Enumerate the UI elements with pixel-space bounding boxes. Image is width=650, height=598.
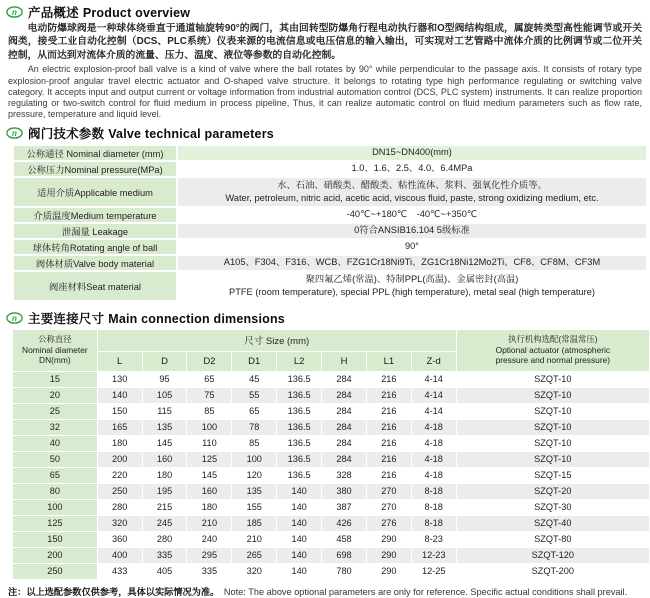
dim-cell: 335 <box>187 564 231 579</box>
dim-cell: 380 <box>322 484 366 499</box>
dim-cell: 284 <box>322 388 366 403</box>
actuator-cell: SZQT-80 <box>457 532 649 547</box>
dim-cell: 85 <box>187 404 231 419</box>
dim-cell: 284 <box>322 420 366 435</box>
dim-cell: 136.5 <box>277 468 321 483</box>
dimensions-table <box>12 329 650 580</box>
dim-cell: 136.5 <box>277 388 321 403</box>
dim-cell: 150 <box>98 404 142 419</box>
dim-cell: 210 <box>187 516 231 531</box>
table-row <box>13 404 649 419</box>
dim-cell: 270 <box>367 500 411 515</box>
dim-cell: 165 <box>98 420 142 435</box>
param-label-cell: 阀体材质Valve body material <box>14 256 176 270</box>
dim-cell: 276 <box>367 516 411 531</box>
dn-cell: 100 <box>13 500 97 515</box>
dim-cell: 180 <box>187 500 231 515</box>
dn-cell: 65 <box>13 468 97 483</box>
dim-cell: 45 <box>232 372 276 387</box>
table-row <box>13 564 649 579</box>
overview-paragraph-zh: 电动防爆球阀是一种球体绕垂直于通道轴旋转90°的阀门，其由回转型防爆角行程电动执行器和O型阀结构组成，属旋转类型高性能调节或开关阀类，接受工业自动化控制（DCS、PLC系统）仪表来源的电流信息或电压信息的输入输出，可实现对工艺管路中流体介质的比例调节或二位开关控制，从而达到对流体介质的流量、压力、温度、液位等参数的自动化控制。 <box>8 23 642 61</box>
dim-cell: 125 <box>187 452 231 467</box>
footer-note-zh: 注：以上选配参数仅供参考，具体以实际情况为准。 <box>8 586 220 597</box>
dim-cell: 250 <box>98 484 142 499</box>
actuator-cell: SZQT-10 <box>457 452 649 467</box>
dim-cell: 8-18 <box>412 516 456 531</box>
dim-cell: 405 <box>143 564 187 579</box>
dim-cell: 12-25 <box>412 564 456 579</box>
dim-cell: 195 <box>143 484 187 499</box>
dim-cell: 284 <box>322 404 366 419</box>
param-label-cell: 介质温度Medium temperature <box>14 208 176 222</box>
dn-cell: 200 <box>13 548 97 563</box>
actuator-column-header: 执行机构选配(常温常压) Optional actuator (atmospheric pressure and normal pressure) <box>457 330 649 371</box>
dim-cell: 8-23 <box>412 532 456 547</box>
param-label-cell: 公称压力Nominal pressure(MPa) <box>14 162 176 176</box>
dim-cell: 270 <box>367 484 411 499</box>
param-value-cell: DN15~DN400(mm) <box>178 146 646 160</box>
dim-cell: 100 <box>187 420 231 435</box>
param-value-cell: 聚四氟乙烯(常温)、特制PPL(高温)、金属密封(高温) PTFE (room temperature), special PPL (high temperature), metal seal (high temperature) <box>178 272 646 300</box>
dim-cell: 100 <box>232 452 276 467</box>
tech-params-section-title: 阀门技术参数 Valve technical parameters <box>28 126 274 141</box>
size-col-L1: L1 <box>367 352 411 371</box>
size-col-Zd: Z-d <box>412 352 456 371</box>
svg-text:n: n <box>12 128 17 138</box>
brand-logo-icon <box>6 312 23 324</box>
dim-cell: 145 <box>143 436 187 451</box>
footer-note-en: Note: The above optional parameters are only for reference. Specific actual conditions shall prevail. <box>223 586 628 597</box>
dim-cell: 140 <box>277 500 321 515</box>
dim-cell: 216 <box>367 468 411 483</box>
dim-cell: 12-23 <box>412 548 456 563</box>
tech-params-section-header <box>6 124 650 142</box>
dim-cell: 216 <box>367 388 411 403</box>
dim-cell: 280 <box>143 532 187 547</box>
dim-cell: 55 <box>232 388 276 403</box>
param-value-cell: 0符合ANSIB16.104 5级标准 <box>178 224 646 238</box>
table-row <box>13 436 649 451</box>
param-label-cell: 适用介质Applicable medium <box>14 178 176 206</box>
dim-cell: 140 <box>277 532 321 547</box>
dim-cell: 136.5 <box>277 372 321 387</box>
dim-cell: 280 <box>98 500 142 515</box>
dim-cell: 216 <box>367 436 411 451</box>
dim-cell: 780 <box>322 564 366 579</box>
param-label-cell: 公称通径 Nominal diameter (mm) <box>14 146 176 160</box>
dim-cell: 216 <box>367 404 411 419</box>
dim-cell: 216 <box>367 452 411 467</box>
dim-cell: 155 <box>232 500 276 515</box>
dim-cell: 110 <box>187 436 231 451</box>
dim-cell: 328 <box>322 468 366 483</box>
dim-cell: 200 <box>98 452 142 467</box>
dim-cell: 185 <box>232 516 276 531</box>
dim-cell: 4-14 <box>412 372 456 387</box>
param-value-cell: 水、石油、硝酸类、醋酸类、粘性流体、浆料、强氧化性介质等。 Water, petroleum, nitric acid, acetic acid, viscous fluid, paste, strong oxidizing medium, etc. <box>178 178 646 206</box>
dim-cell: 136.5 <box>277 452 321 467</box>
dim-cell: 115 <box>143 404 187 419</box>
dim-cell: 136.5 <box>277 436 321 451</box>
size-col-H: H <box>322 352 366 371</box>
overview-paragraph-en: An electric explosion-proof ball valve is a kind of valve where the ball rotates by 90° while perpendicular to the passage axis. It consists of rotary type explosion-proof angular travel electric actuator and O-shaped valve structure. It belongs to rotating type high performance regulating or switching valve category. It accepts input and output current or voltage information from industrial automation control (DCS, PLC system) instruments. It can realize proportion regulating or two-switch control for fluid medium in process pipeline, Thus, it can realize automatic control on fluid medium parameters such as flow rate, pressure, temperature and liquid level. <box>8 64 642 120</box>
table-row <box>13 532 649 547</box>
overview-section-header <box>6 3 650 21</box>
overview-section-title: 产品概述 Product overview <box>28 6 191 20</box>
dim-cell: 245 <box>143 516 187 531</box>
dim-cell: 140 <box>277 484 321 499</box>
actuator-cell: SZQT-10 <box>457 388 649 403</box>
dn-cell: 50 <box>13 452 97 467</box>
dim-cell: 136.5 <box>277 420 321 435</box>
size-col-D2: D2 <box>187 352 231 371</box>
dimensions-section-header <box>6 309 650 327</box>
dim-cell: 400 <box>98 548 142 563</box>
dim-cell: 160 <box>143 452 187 467</box>
brand-logo-icon <box>6 127 23 139</box>
dim-cell: 130 <box>98 372 142 387</box>
dim-cell: 458 <box>322 532 366 547</box>
dim-cell: 220 <box>98 468 142 483</box>
dn-cell: 150 <box>13 532 97 547</box>
actuator-cell: SZQT-10 <box>457 404 649 419</box>
size-group-header: 尺寸 Size (mm) <box>98 330 456 351</box>
actuator-cell: SZQT-30 <box>457 500 649 515</box>
dim-cell: 120 <box>232 468 276 483</box>
table-row <box>13 500 649 515</box>
table-row <box>13 516 649 531</box>
param-label-cell: 阀座材料Seat material <box>14 272 176 300</box>
dim-cell: 180 <box>143 468 187 483</box>
param-value-cell: A105、F304、F316、WCB、FZG1Cr18Ni9Ti、ZG1Cr18Ni12Mo2Ti、CF8、CF8M、CF3M <box>178 256 646 270</box>
dn-cell: 80 <box>13 484 97 499</box>
actuator-cell: SZQT-10 <box>457 372 649 387</box>
table-row <box>13 388 649 403</box>
dim-cell: 216 <box>367 372 411 387</box>
size-col-D1: D1 <box>232 352 276 371</box>
dim-cell: 135 <box>232 484 276 499</box>
svg-text:n: n <box>12 7 17 17</box>
svg-text:n: n <box>12 313 17 323</box>
dim-cell: 210 <box>232 532 276 547</box>
dim-cell: 265 <box>232 548 276 563</box>
table-row <box>13 484 649 499</box>
dim-cell: 4-14 <box>412 388 456 403</box>
footer-note <box>8 584 650 598</box>
dim-cell: 140 <box>98 388 142 403</box>
param-value-cell: 1.0、1.6、2.5、4.0、6.4MPa <box>178 162 646 176</box>
actuator-cell: SZQT-120 <box>457 548 649 563</box>
dn-cell: 125 <box>13 516 97 531</box>
brand-logo-icon <box>6 6 23 18</box>
actuator-cell: SZQT-15 <box>457 468 649 483</box>
dim-cell: 4-18 <box>412 452 456 467</box>
dimensions-section-title: 主要连接尺寸 Main connection dimensions <box>28 311 285 326</box>
dim-cell: 335 <box>143 548 187 563</box>
actuator-cell: SZQT-20 <box>457 484 649 499</box>
actuator-cell: SZQT-40 <box>457 516 649 531</box>
param-label-cell: 球体转角Rotating angle of ball <box>14 240 176 254</box>
table-row <box>13 372 649 387</box>
table-row <box>13 452 649 467</box>
size-col-L: L <box>98 352 142 371</box>
size-col-D: D <box>143 352 187 371</box>
dim-cell: 290 <box>367 548 411 563</box>
dim-cell: 78 <box>232 420 276 435</box>
dim-cell: 290 <box>367 564 411 579</box>
table-row <box>13 548 649 563</box>
param-label-cell: 泄漏量 Leakage <box>14 224 176 238</box>
param-value-cell: -40℃~+180℃ -40℃~+350℃ <box>178 208 646 222</box>
dim-cell: 75 <box>187 388 231 403</box>
dim-cell: 140 <box>277 548 321 563</box>
dim-cell: 8-18 <box>412 484 456 499</box>
param-value-cell: 90° <box>178 240 646 254</box>
dim-cell: 295 <box>187 548 231 563</box>
dim-cell: 145 <box>187 468 231 483</box>
dim-cell: 65 <box>232 404 276 419</box>
dn-cell: 32 <box>13 420 97 435</box>
table-row <box>13 468 649 483</box>
dim-cell: 105 <box>143 388 187 403</box>
dim-cell: 135 <box>143 420 187 435</box>
dim-cell: 4-18 <box>412 420 456 435</box>
actuator-cell: SZQT-10 <box>457 436 649 451</box>
dim-cell: 240 <box>187 532 231 547</box>
dn-cell: 40 <box>13 436 97 451</box>
dim-cell: 698 <box>322 548 366 563</box>
size-col-L2: L2 <box>277 352 321 371</box>
dim-cell: 387 <box>322 500 366 515</box>
dn-cell: 25 <box>13 404 97 419</box>
dim-cell: 433 <box>98 564 142 579</box>
dim-cell: 216 <box>367 420 411 435</box>
dim-cell: 8-18 <box>412 500 456 515</box>
actuator-cell: SZQT-10 <box>457 420 649 435</box>
dn-cell: 250 <box>13 564 97 579</box>
dim-cell: 284 <box>322 452 366 467</box>
dim-cell: 180 <box>98 436 142 451</box>
dim-cell: 136.5 <box>277 404 321 419</box>
dn-column-header: 公称直径 Nominal diameter DN(mm) <box>13 330 97 371</box>
dim-cell: 95 <box>143 372 187 387</box>
table-row <box>13 420 649 435</box>
dim-cell: 4-14 <box>412 404 456 419</box>
dim-cell: 426 <box>322 516 366 531</box>
actuator-cell: SZQT-200 <box>457 564 649 579</box>
dim-cell: 140 <box>277 564 321 579</box>
dim-cell: 65 <box>187 372 231 387</box>
dim-cell: 215 <box>143 500 187 515</box>
dim-cell: 160 <box>187 484 231 499</box>
dim-cell: 4-18 <box>412 468 456 483</box>
dim-cell: 360 <box>98 532 142 547</box>
dim-cell: 320 <box>98 516 142 531</box>
dim-cell: 290 <box>367 532 411 547</box>
dn-cell: 15 <box>13 372 97 387</box>
dim-cell: 4-18 <box>412 436 456 451</box>
dim-cell: 140 <box>277 516 321 531</box>
dim-cell: 85 <box>232 436 276 451</box>
dim-cell: 320 <box>232 564 276 579</box>
dn-cell: 20 <box>13 388 97 403</box>
tech-params-table <box>12 144 648 302</box>
dim-cell: 284 <box>322 372 366 387</box>
dim-cell: 284 <box>322 436 366 451</box>
